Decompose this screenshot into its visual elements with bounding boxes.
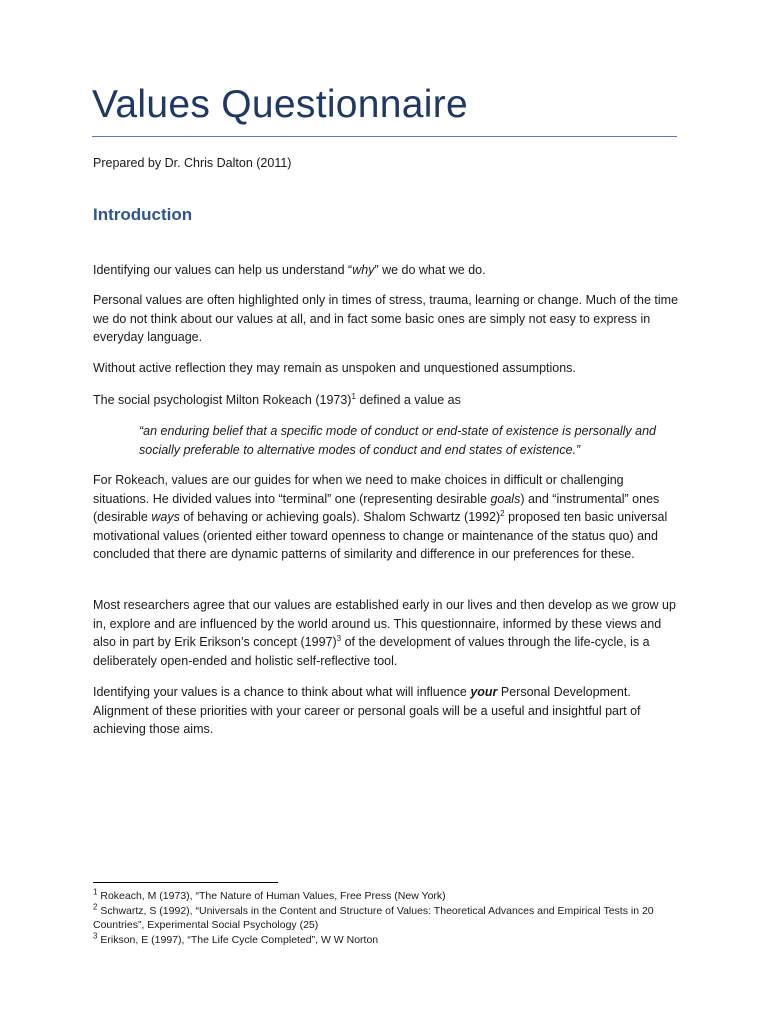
paragraph-6: [93, 596, 683, 670]
footnote-number: 1: [93, 887, 98, 897]
emphasis-why: why: [352, 263, 375, 277]
footnote-number: 3: [93, 931, 98, 941]
paragraph-text: ) and “instrumental” ones (desirable: [93, 491, 660, 525]
footnote-number: 2: [93, 902, 98, 912]
footnote-ref-3: 3: [336, 634, 342, 644]
paragraph-text: of the development of values through the life-cycle, is a deliberately open-ended and holistic self-reflective tool.: [93, 635, 650, 668]
paragraph-7: [93, 683, 683, 739]
paragraph-text: The social psychologist Milton Rokeach (1973): [93, 393, 352, 407]
footnote-ref-2: 2: [500, 509, 505, 519]
paragraph-text: Personal Development. Alignment of these priorities with your career or personal goals will be a useful and insightful part of achieving those aims.: [93, 685, 641, 737]
paragraph-text: For Rokeach, values are our guides for when we need to make choices in difficult or challenging situations. He divided values into “terminal” one (representing desirable: [93, 473, 624, 506]
footnote-text: Rokeach, M (1973), “The Nature of Human Values, Free Press (New York): [97, 890, 446, 902]
emphasis-your: your: [470, 685, 498, 699]
footnote-1: [93, 889, 683, 904]
title-divider: [92, 136, 677, 137]
paragraph-text: ” we do what we do.: [374, 263, 486, 277]
paragraph-text: proposed ten basic universal motivational values (oriented either toward openness to change or maintenance of the status quo) and concluded that there are dynamic patterns of similarity and difference in our preferences for these.: [93, 510, 668, 562]
paragraph-text: of behaving or achieving goals). Shalom Schwartz (1992): [179, 510, 501, 525]
footnote-3: [93, 933, 683, 948]
block-quote: “an enduring belief that a specific mode of conduct or end-state of existence is personally and socially preferable to alternative modes of conduct and end states of existence.”: [139, 424, 656, 457]
paragraph-3: Without active reflection they may remain as unspoken and unquestioned assumptions.: [93, 361, 576, 375]
footnote-text: Erikson, E (1997), “The Life Cycle Completed”, W W Norton: [97, 933, 379, 946]
paragraph-text: Identifying your values is a chance to think about what will influence: [93, 685, 471, 699]
emphasis-goals: goals: [490, 491, 521, 506]
paragraph-2: Personal values are often highlighted only in times of stress, trauma, learning or change. Much of the time we do not think about our values at all, and in fact some basic ones are simply not easy to express in everyday language.: [93, 293, 679, 345]
emphasis-ways: ways: [151, 510, 180, 525]
paragraph-text: defined a value as: [355, 393, 461, 407]
paragraph-text: Identifying our values can help us understand “: [93, 263, 353, 277]
footnote-ref-1: 1: [351, 391, 356, 401]
paragraph-5: [93, 471, 683, 564]
footnote-divider: [93, 882, 278, 883]
footnote-2: [93, 904, 683, 933]
author-line: Prepared by Dr. Chris Dalton (2011): [93, 156, 292, 170]
paragraph-1: [93, 261, 683, 280]
footnotes: [93, 889, 683, 947]
paragraph-4: [93, 391, 683, 410]
footnote-text: Schwartz, S (1992), “Universals in the Content and Structure of Values: Theoretical Advances and Empirical Tests in 20 Countries”, Experimental Social Psychology (25): [93, 904, 654, 932]
paragraph-text: Most researchers agree that our values are established early in our lives and then develop as we grow up in, explore and are influenced by the world around us. This questionnaire, informed by these views and also in part by Erik Erikson’s concept (1997): [93, 598, 676, 650]
section-heading-introduction: Introduction: [93, 205, 193, 224]
page-title: Values Questionnaire: [92, 83, 469, 126]
